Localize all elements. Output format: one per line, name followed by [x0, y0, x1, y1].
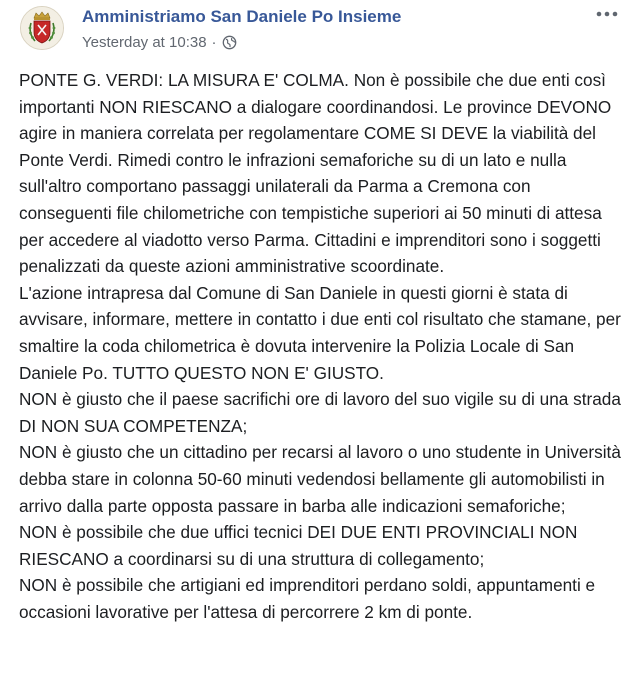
post-meta: [82, 34, 237, 51]
more-options-icon: [595, 10, 619, 18]
post-paragraph: NON è possibile che artigiani ed imprenditori perdano soldi, appuntamenti e occasioni lavorative per l'attesa di percorrere 2 km di ponte.: [19, 575, 596, 622]
coat-of-arms-icon: [21, 7, 63, 49]
globe-icon[interactable]: [222, 35, 237, 50]
more-options-button[interactable]: [592, 2, 622, 26]
post-paragraph: NON è possibile che due uffici tecnici DEI DUE ENTI PROVINCIALI NON RIESCANO a coordinarsi su di una struttura di collegamento;: [19, 522, 578, 569]
post-paragraph: NON è giusto che il paese sacrifichi ore di lavoro del suo vigile su di una strada DI NON SUA COMPETENZA;: [19, 389, 621, 436]
post-paragraph: L'azione intrapresa dal Comune di San Daniele in questi giorni è stata di avvisare, informare, mettere in contatto i due enti col risultato che stamane, per smaltire la coda chilometrica è dovuta intervenire la Polizia Locale di San Daniele Po. TUTTO QUESTO NON E' GIUSTO.: [19, 282, 621, 383]
page-name-link[interactable]: Amministriamo San Daniele Po Insieme: [82, 7, 402, 26]
post-message: [19, 67, 623, 625]
post-timestamp[interactable]: Yesterday at 10:38: [82, 34, 207, 51]
post-paragraph: NON è giusto che un cittadino per recarsi al lavoro o uno studente in Università debba stare in colonna 50-60 minuti vedendosi bellamente gli automobilisti in arrivo dalla parte opposta passare in barba alle indicazioni semaforiche;: [19, 442, 621, 516]
post-paragraph: PONTE G. VERDI: LA MISURA E' COLMA. Non è possibile che due enti così importanti NON RIESCANO a dialogare coordinandosi. Le province DEVONO agire in maniera correlata per regolamentare COME SI DEVE la viabilità del Ponte Verdi. Rimedi contro le infrazioni semaforiche su di un lato e nulla sull'altro comportano passaggi unilaterali da Parma a Cremona con conseguenti file chilometriche con tempistiche superiori ai 50 minuti di attesa per accedere al viadotto verso Parma. Cittadini e imprenditori sono i soggetti penalizzati da queste azioni amministrative scoordinate.: [19, 70, 612, 277]
meta-separator: ·: [211, 34, 217, 51]
post-header: [0, 0, 630, 62]
page-avatar[interactable]: [20, 6, 64, 50]
